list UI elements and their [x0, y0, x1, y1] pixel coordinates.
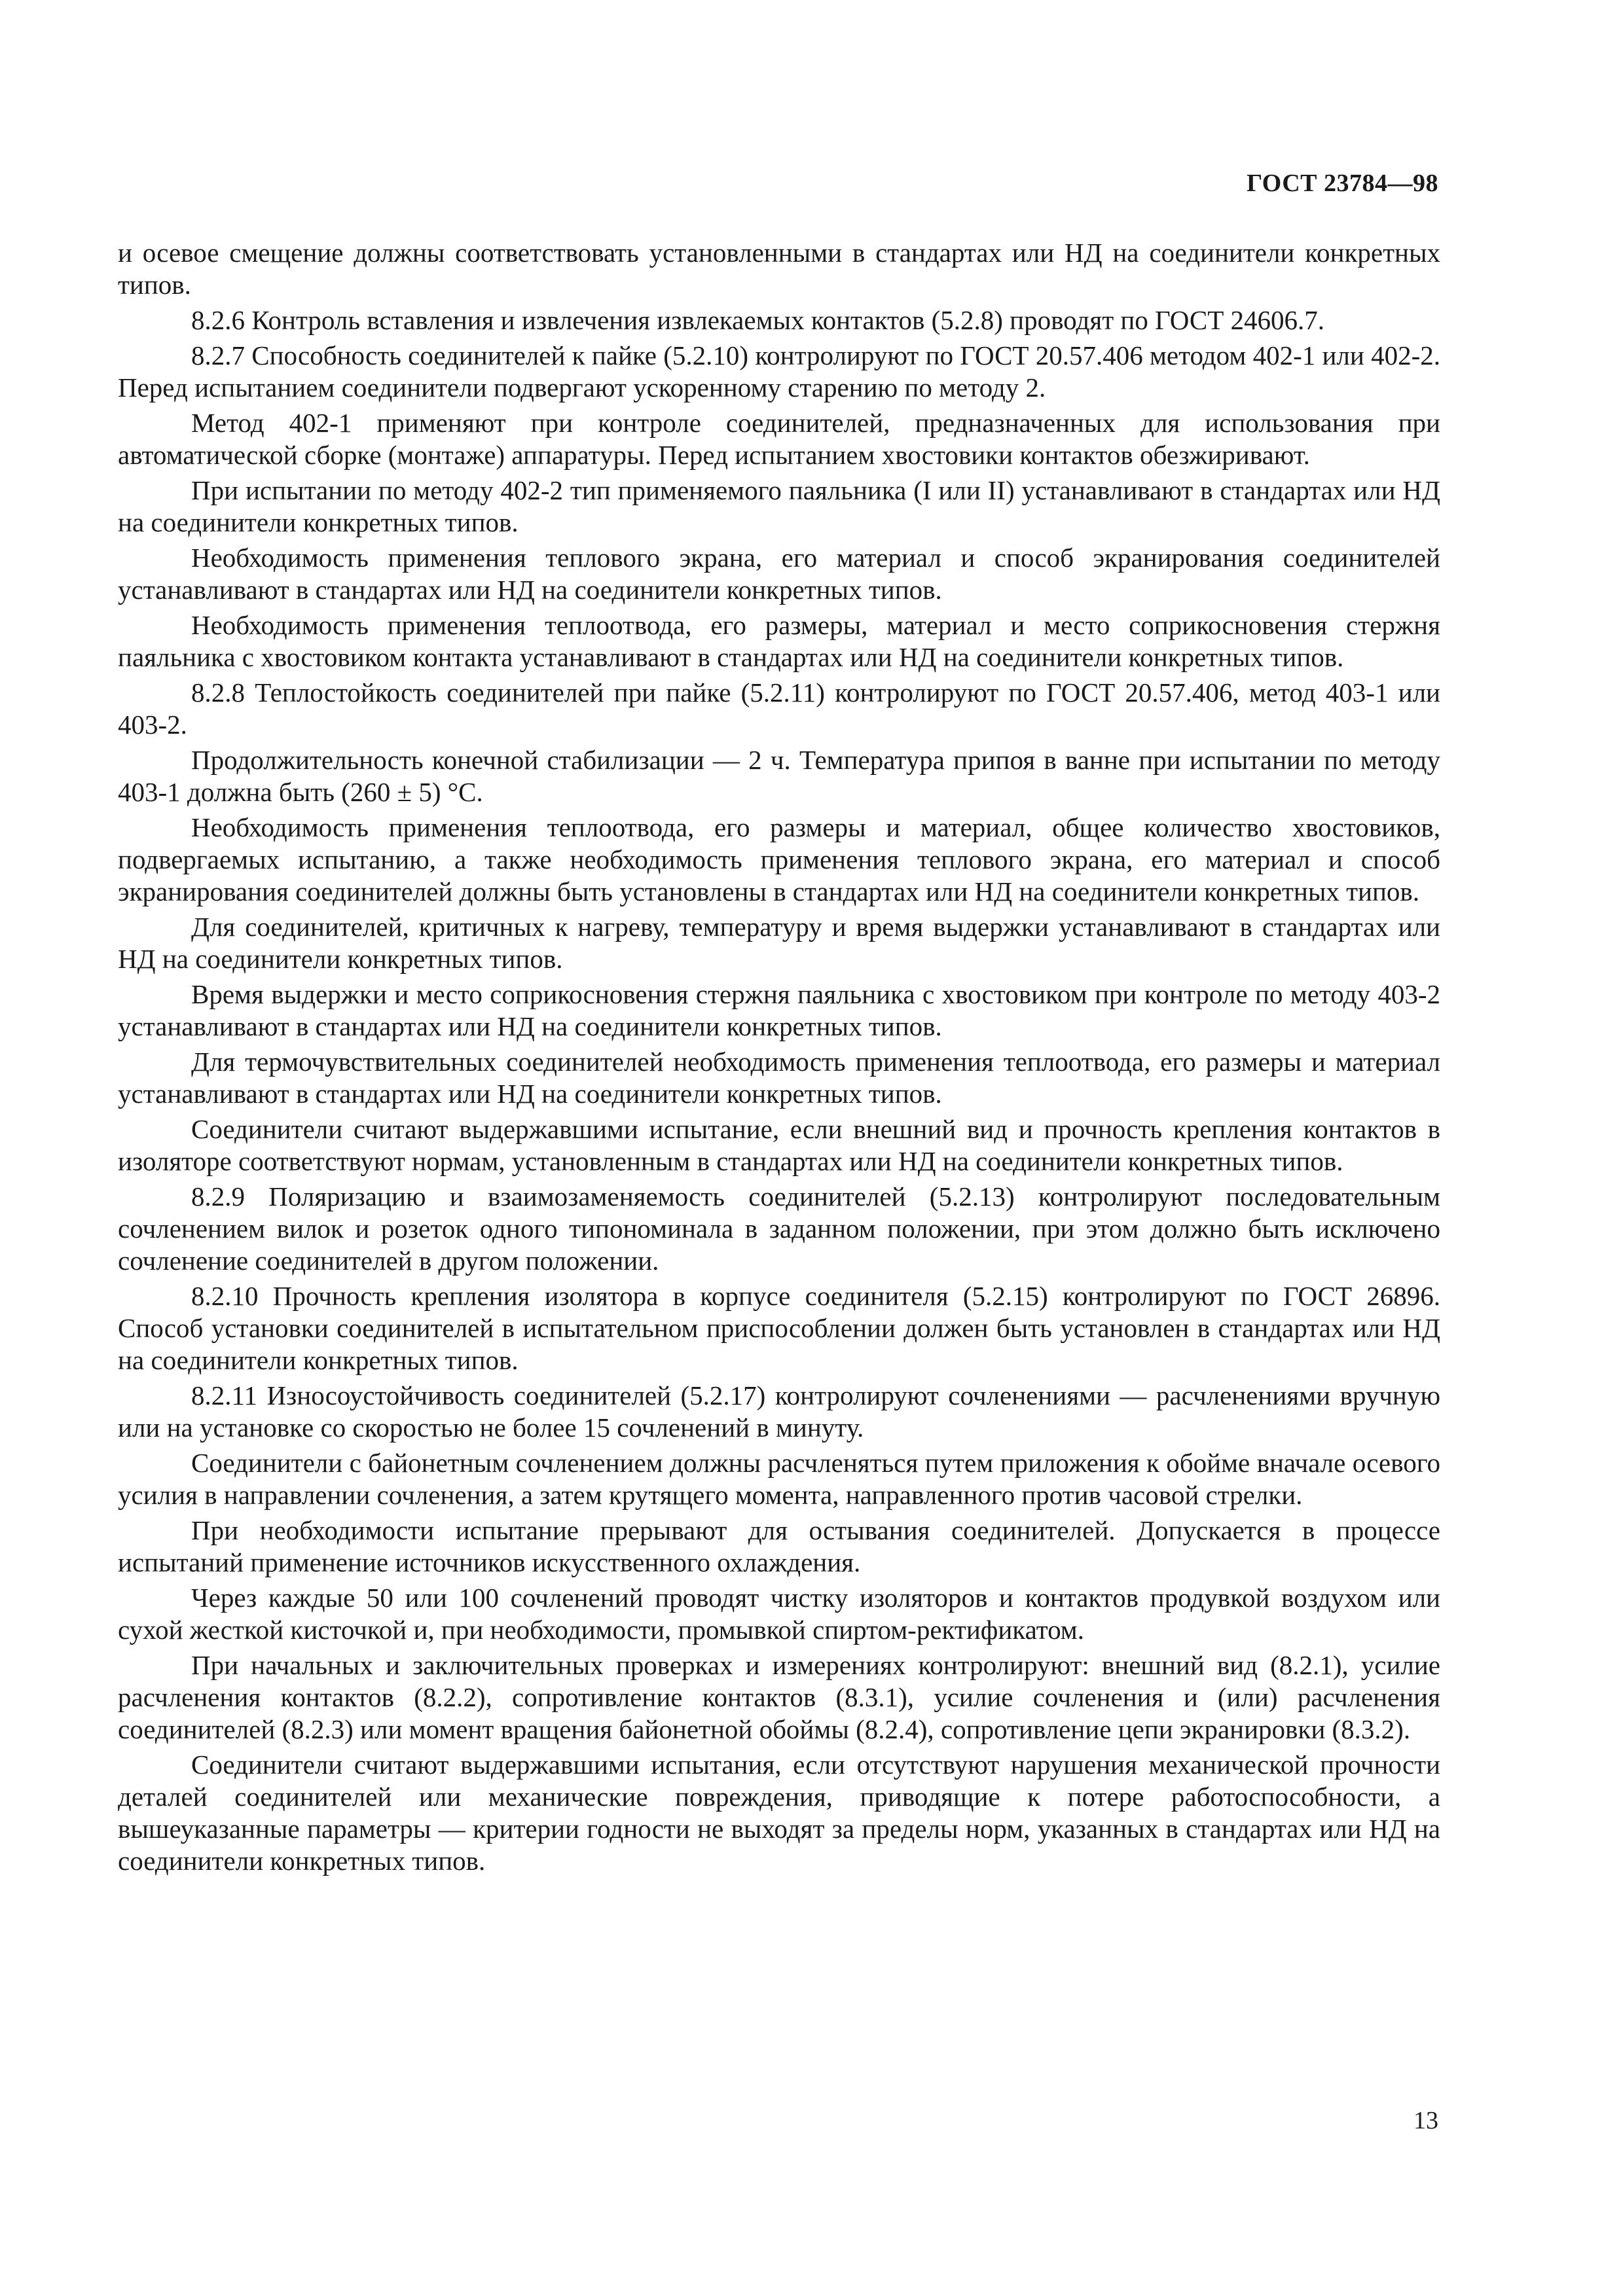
paragraph: Необходимость применения теплоотвода, его размеры, материал и место соприкосновения стержня паяльника с хвостовиком контакта устанавливают в стандартах или НД на соединители конкретных типов.	[118, 610, 1440, 672]
paragraph: Для соединителей, критичных к нагреву, температуру и время выдержки устанавливают в стандартах или НД на соединители конкретных типов.	[118, 912, 1440, 974]
paragraph-8-2-11: 8.2.11 Износоустойчивость соединителей (5.2.17) контролируют сочленениями — расчленениями вручную или на установке со скоростью не более 15 сочленений в минуту.	[118, 1380, 1440, 1443]
paragraph: Необходимость применения теплового экрана, его материал и способ экранирования соединителей устанавливают в стандартах или НД на соединители конкретных типов.	[118, 543, 1440, 605]
document-header: ГОСТ 23784—98	[1246, 170, 1438, 197]
paragraph: Через каждые 50 или 100 сочленений проводят чистку изоляторов и контактов продувкой воздухом или сухой жесткой кисточкой и, при необходимости, промывкой спиртом-ректификатом.	[118, 1583, 1440, 1645]
paragraph-8-2-6: 8.2.6 Контроль вставления и извлечения извлекаемых контактов (5.2.8) проводят по ГОСТ 24606.7.	[191, 305, 1324, 335]
paragraph: Соединители считают выдержавшими испытания, если отсутствуют нарушения механической прочности деталей соединителей или механические повреждения, приводящие к потере работоспособности, а вышеуказанные параметры — критерии годности не выходят за пределы норм, указанных в стандартах или НД на соединители конкретных типов.	[118, 1749, 1440, 1876]
paragraph: Соединители с байонетным сочленением должны расчленяться путем приложения к обойме вначале осевого усилия в направлении сочленения, а затем крутящего момента, направленного против часовой стрелки.	[118, 1448, 1440, 1510]
paragraph-8-2-10: 8.2.10 Прочность крепления изолятора в корпусе соединителя (5.2.15) контролируют по ГОСТ 26896. Способ установки соединителей в испытательном приспособлении должен быть установлен в стандартах или НД на соединители конкретных типов.	[118, 1281, 1440, 1375]
paragraph: Метод 402-1 применяют при контроле соединителей, предназначенных для использования при автоматической сборке (монтаже) аппаратуры. Перед испытанием хвостовики контактов обезжиривают.	[118, 408, 1440, 470]
paragraph: Продолжительность конечной стабилизации — 2 ч. Температура припоя в ванне при испытании по методу 403-1 должна быть (260 ± 5) °С.	[118, 745, 1440, 807]
document-body	[118, 237, 1440, 1880]
page-number: 13	[1413, 2107, 1438, 2134]
paragraph-continuation: и осевое смещение должны соответствовать установленными в стандартах или НД на соединители конкретных типов.	[118, 238, 1440, 300]
paragraph: Соединители считают выдержавшими испытание, если внешний вид и прочность крепления контактов в изоляторе соответствуют нормам, установленным в стандартах или НД на соединители конкретных типов.	[118, 1114, 1440, 1176]
paragraph: При испытании по методу 402-2 тип применяемого паяльника (I или II) устанавливают в стандартах или НД на соединители конкретных типов.	[118, 475, 1440, 537]
paragraph: При начальных и заключительных проверках и измерениях контролируют: внешний вид (8.2.1), усилие расчленения контактов (8.2.2), сопротивление контактов (8.3.1), усилие сочленения и (или) расчленения соединителей (8.2.3) или момент вращения байонетной обоймы (8.2.4), сопротивление цепи экранировки (8.3.2).	[118, 1650, 1440, 1744]
paragraph-8-2-9: 8.2.9 Поляризацию и взаимозаменяемость соединителей (5.2.13) контролируют последовательным сочленением вилок и розеток одного типономинала в заданном положении, при этом должно быть исключено сочленение соединителей в другом положении.	[118, 1181, 1440, 1276]
paragraph: Необходимость применения теплоотвода, его размеры и материал, общее количество хвостовиков, подвергаемых испытанию, а также необходимость применения теплового экрана, его материал и способ экранирования соединителей должны быть установлены в стандартах или НД на соединители конкретных типов.	[118, 812, 1440, 906]
paragraph-8-2-8: 8.2.8 Теплостойкость соединителей при пайке (5.2.11) контролируют по ГОСТ 20.57.406, метод 403-1 или 403-2.	[118, 677, 1440, 740]
paragraph-8-2-7: 8.2.7 Способность соединителей к пайке (5.2.10) контролируют по ГОСТ 20.57.406 методом 402-1 или 402-2. Перед испытанием соединители подвергают ускоренному старению по методу 2.	[118, 340, 1440, 403]
paragraph: При необходимости испытание прерывают для остывания соединителей. Допускается в процессе испытаний применение источников искусственного охлаждения.	[118, 1515, 1440, 1577]
paragraph: Для термочувствительных соединителей необходимость применения теплоотвода, его размеры и материал устанавливают в стандартах или НД на соединители конкретных типов.	[118, 1047, 1440, 1109]
paragraph: Время выдержки и место соприкосновения стержня паяльника с хвостовиком при контроле по методу 403-2 устанавливают в стандартах или НД на соединители конкретных типов.	[118, 979, 1440, 1041]
